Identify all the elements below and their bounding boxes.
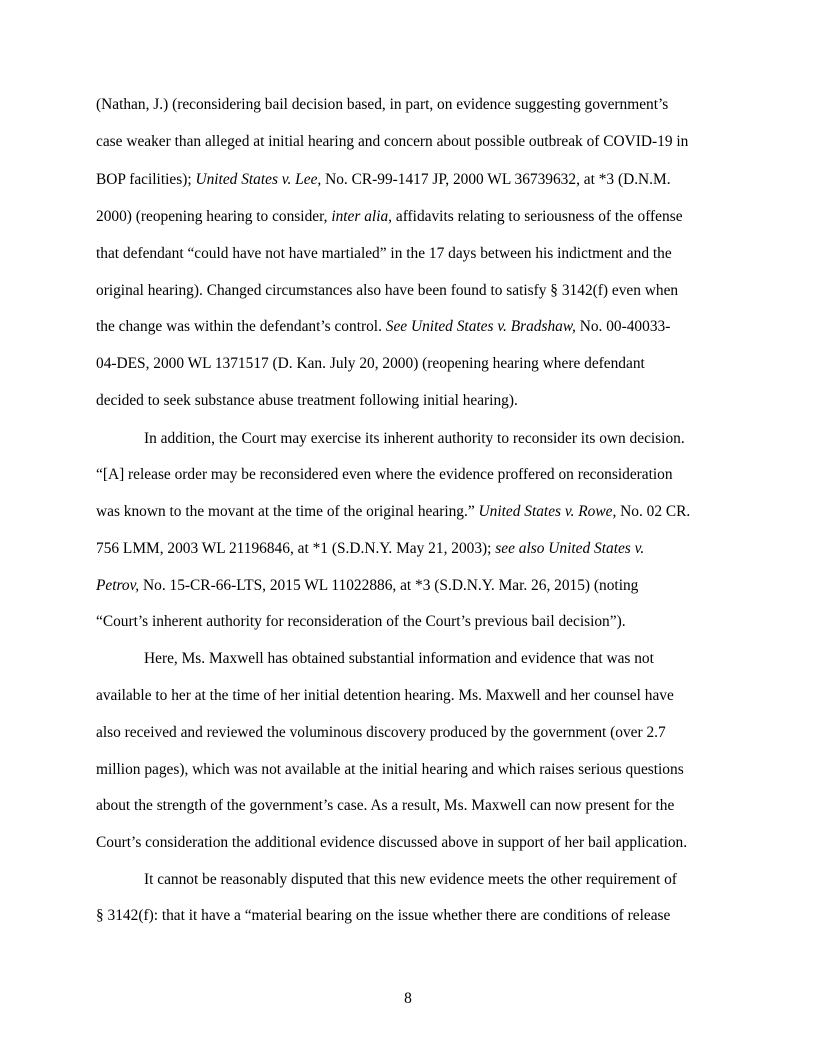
text-line-7: the change was within the defendant’s control. See United States v. Bradshaw, No. 00-40033-	[96, 318, 671, 335]
text-line-10: In addition, the Court may exercise its inherent authority to reconsider its own decision.	[144, 430, 685, 447]
text-line-14: Petrov, No. 15-CR-66-LTS, 2015 WL 11022886, at *3 (S.D.N.Y. Mar. 26, 2015) (noting	[96, 577, 639, 594]
text-line-12: was known to the movant at the time of the original hearing.” United States v. Rowe, No. 02 CR.	[96, 503, 691, 520]
text-line-3: BOP facilities); United States v. Lee, No. CR-99-1417 JP, 2000 WL 36739632, at *3 (D.N.M.	[96, 171, 671, 188]
text-line-11: “[A] release order may be reconsidered even where the evidence proffered on reconsideration	[96, 466, 673, 483]
text-line-18: also received and reviewed the voluminous discovery produced by the government (over 2.7	[96, 724, 666, 741]
text-line-17: available to her at the time of her initial detention hearing. Ms. Maxwell and her counsel have	[96, 687, 674, 704]
text-line-23: § 3142(f): that it have a “material bearing on the issue whether there are conditions of release	[96, 907, 671, 924]
text-line-13: 756 LMM, 2003 WL 21196846, at *1 (S.D.N.Y. May 21, 2003); see also United States v.	[96, 540, 645, 557]
text-line-8: 04-DES, 2000 WL 1371517 (D. Kan. July 20, 2000) (reopening hearing where defendant	[96, 355, 645, 372]
text-line-1: (Nathan, J.) (reconsidering bail decision based, in part, on evidence suggesting government’s	[96, 96, 669, 113]
text-line-6: original hearing). Changed circumstances also have been found to satisfy § 3142(f) even when	[96, 282, 679, 299]
text-line-20: about the strength of the government’s case. As a result, Ms. Maxwell can now present for the	[96, 797, 675, 814]
text-line-5: that defendant “could have not have martialed” in the 17 days between his indictment and the	[96, 245, 672, 262]
text-line-16: Here, Ms. Maxwell has obtained substantial information and evidence that was not	[144, 650, 654, 667]
text-line-4: 2000) (reopening hearing to consider, inter alia, affidavits relating to seriousness of the offense	[96, 208, 683, 225]
text-line-21: Court’s consideration the additional evidence discussed above in support of her bail application.	[96, 834, 688, 851]
page-number: 8	[404, 990, 412, 1007]
text-line-9: decided to seek substance abuse treatment following initial hearing).	[96, 392, 518, 409]
text-line-2: case weaker than alleged at initial hearing and concern about possible outbreak of COVID-19 in	[96, 133, 689, 150]
text-line-15: “Court’s inherent authority for reconsideration of the Court’s previous bail decision”).	[96, 613, 626, 630]
text-line-19: million pages), which was not available at the initial hearing and which raises serious questions	[96, 761, 684, 778]
text-line-22: It cannot be reasonably disputed that this new evidence meets the other requirement of	[144, 871, 677, 888]
